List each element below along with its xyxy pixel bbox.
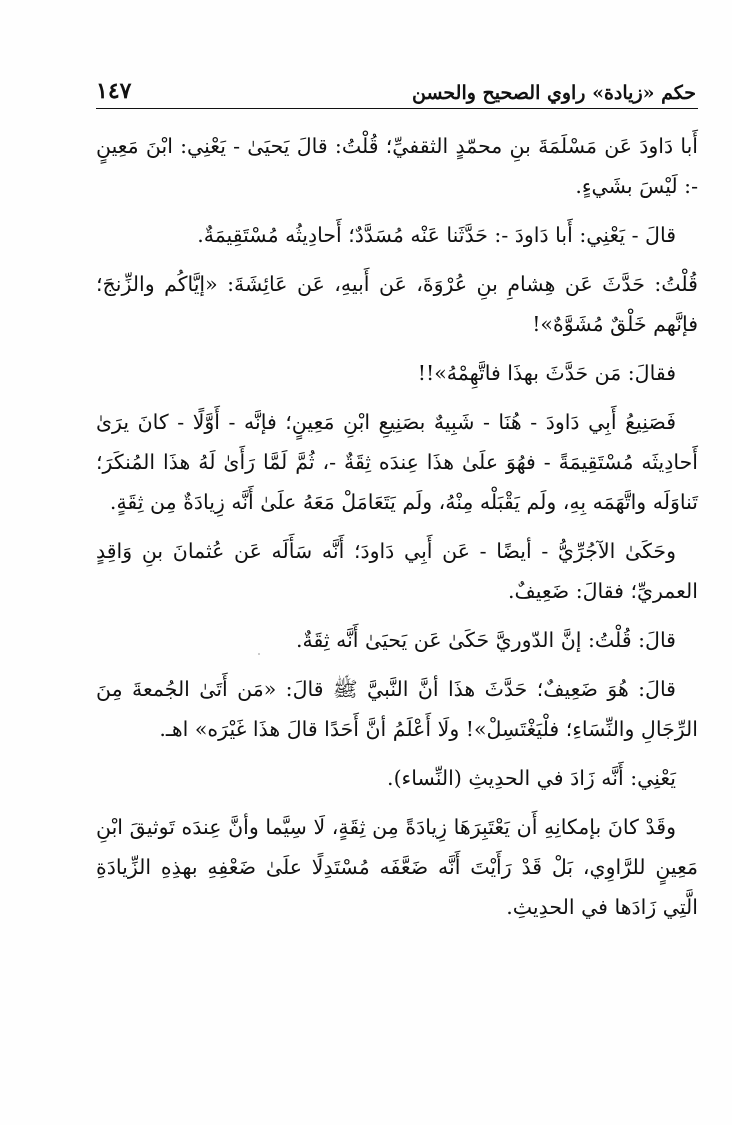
header-rule — [96, 108, 698, 109]
paragraph: فقالَ: مَن حَدَّثَ بهذَا فاتَّهِمْهُ»!! — [417, 361, 676, 385]
running-header — [96, 64, 696, 104]
paragraph: قالَ: هُوَ ضَعِيفٌ؛ حَدَّثَ هذَا أنَّ النَّبيَّ ﷺ قالَ: «مَن أَتَىٰ الجُمعةَ مِنَ الرِّجَالِ والنِّسَاءِ؛ فلْيَغْتَسِلْ»! ولَا أَعْلَمُ أنَّ أَحَدًا قالَ هذَا غَيْرَه» اهـ. — [96, 677, 698, 741]
main-text — [96, 126, 698, 1076]
paragraph: وحَكَىٰ الآجُرِّيُّ - أيضًا - عَن أَبِي دَاودَ؛ أَنَّه سَأَلَه عَن عُثمانَ بنِ وَاقِدٍ العمريِّ؛ فقالَ: ضَعِيفٌ. — [96, 539, 698, 603]
scan-speck — [258, 653, 260, 655]
paragraph: فَصَنِيعُ أَبِي دَاودَ - هُنَا - شَبِيهٌ بصَنِيعِ ابْنِ مَعِينٍ؛ فإنَّه - أَوَّلًا - كانَ يرَىٰ أَحادِيثَه مُسْتَقِيمَةً - فهُوَ علَىٰ هذَا عِندَه ثِقَةٌ -، ثُمَّ لَمَّا رَأَىٰ لَهُ هذَا المُنكَرَ؛ تَناوَلَه واتَّهَمَه بِهِ، ولَم يَقْبَلْه مِنْهُ، ولَم يَتَعَامَلْ مَعَهُ علَىٰ أَنَّه زِيادَةٌ مِن ثِقَةٍ. — [96, 410, 698, 514]
paragraph: قُلْتُ: حَدَّثَ عَن هِشامِ بنِ عُرْوَةَ، عَن أَبيهِ، عَن عَائِشَةَ: «إيَّاكُم والزِّنجَ؛ فإنَّهم خَلْقٌ مُشَوَّهٌ»! — [96, 272, 698, 336]
paragraph: قالَ: قُلْتُ: إنَّ الدّوريَّ حَكَىٰ عَن يَحيَىٰ أَنَّه ثِقَةٌ. — [295, 628, 676, 652]
paragraph: أَبا دَاودَ عَن مَسْلَمَةَ بنِ محمّدٍ الثقفيِّ؛ قُلْتُ: قالَ يَحيَىٰ - يَعْنِي: ابْنَ مَعِينٍ -: لَيْسَ بشَيءٍ. — [96, 134, 698, 198]
paragraph: يَعْنِي: أَنَّه زَادَ في الحدِيثِ (النِّساء). — [387, 766, 676, 790]
paragraph: قالَ - يَعْنِي: أَبا دَاودَ -: حَدَّثَنا عَنْه مُسَدَّدٌ؛ أَحادِيثُه مُسْتَقِيمَةٌ. — [197, 223, 676, 247]
page-number: ١٤٧ — [96, 78, 132, 104]
running-title: حكم «زيادة» راوي الصحيح والحسن — [412, 82, 696, 104]
paragraph: وقَدْ كانَ بإمكانِهِ أَن يَعْتَبِرَهَا زِيادَةً مِن ثِقَةٍ، لَا سِيَّما وأنَّ عِندَه تَوثيقَ ابْنِ مَعِينٍ للرَّاوِي، بَلْ قَدْ رَأَيْتَ أَنَّه ضَعَّفَه مُسْتَدِلًا علَىٰ ضَعْفِهِ بهذِهِ الزِّيادَةِ الَّتِي زَادَها في الحدِيثِ. — [96, 815, 698, 919]
